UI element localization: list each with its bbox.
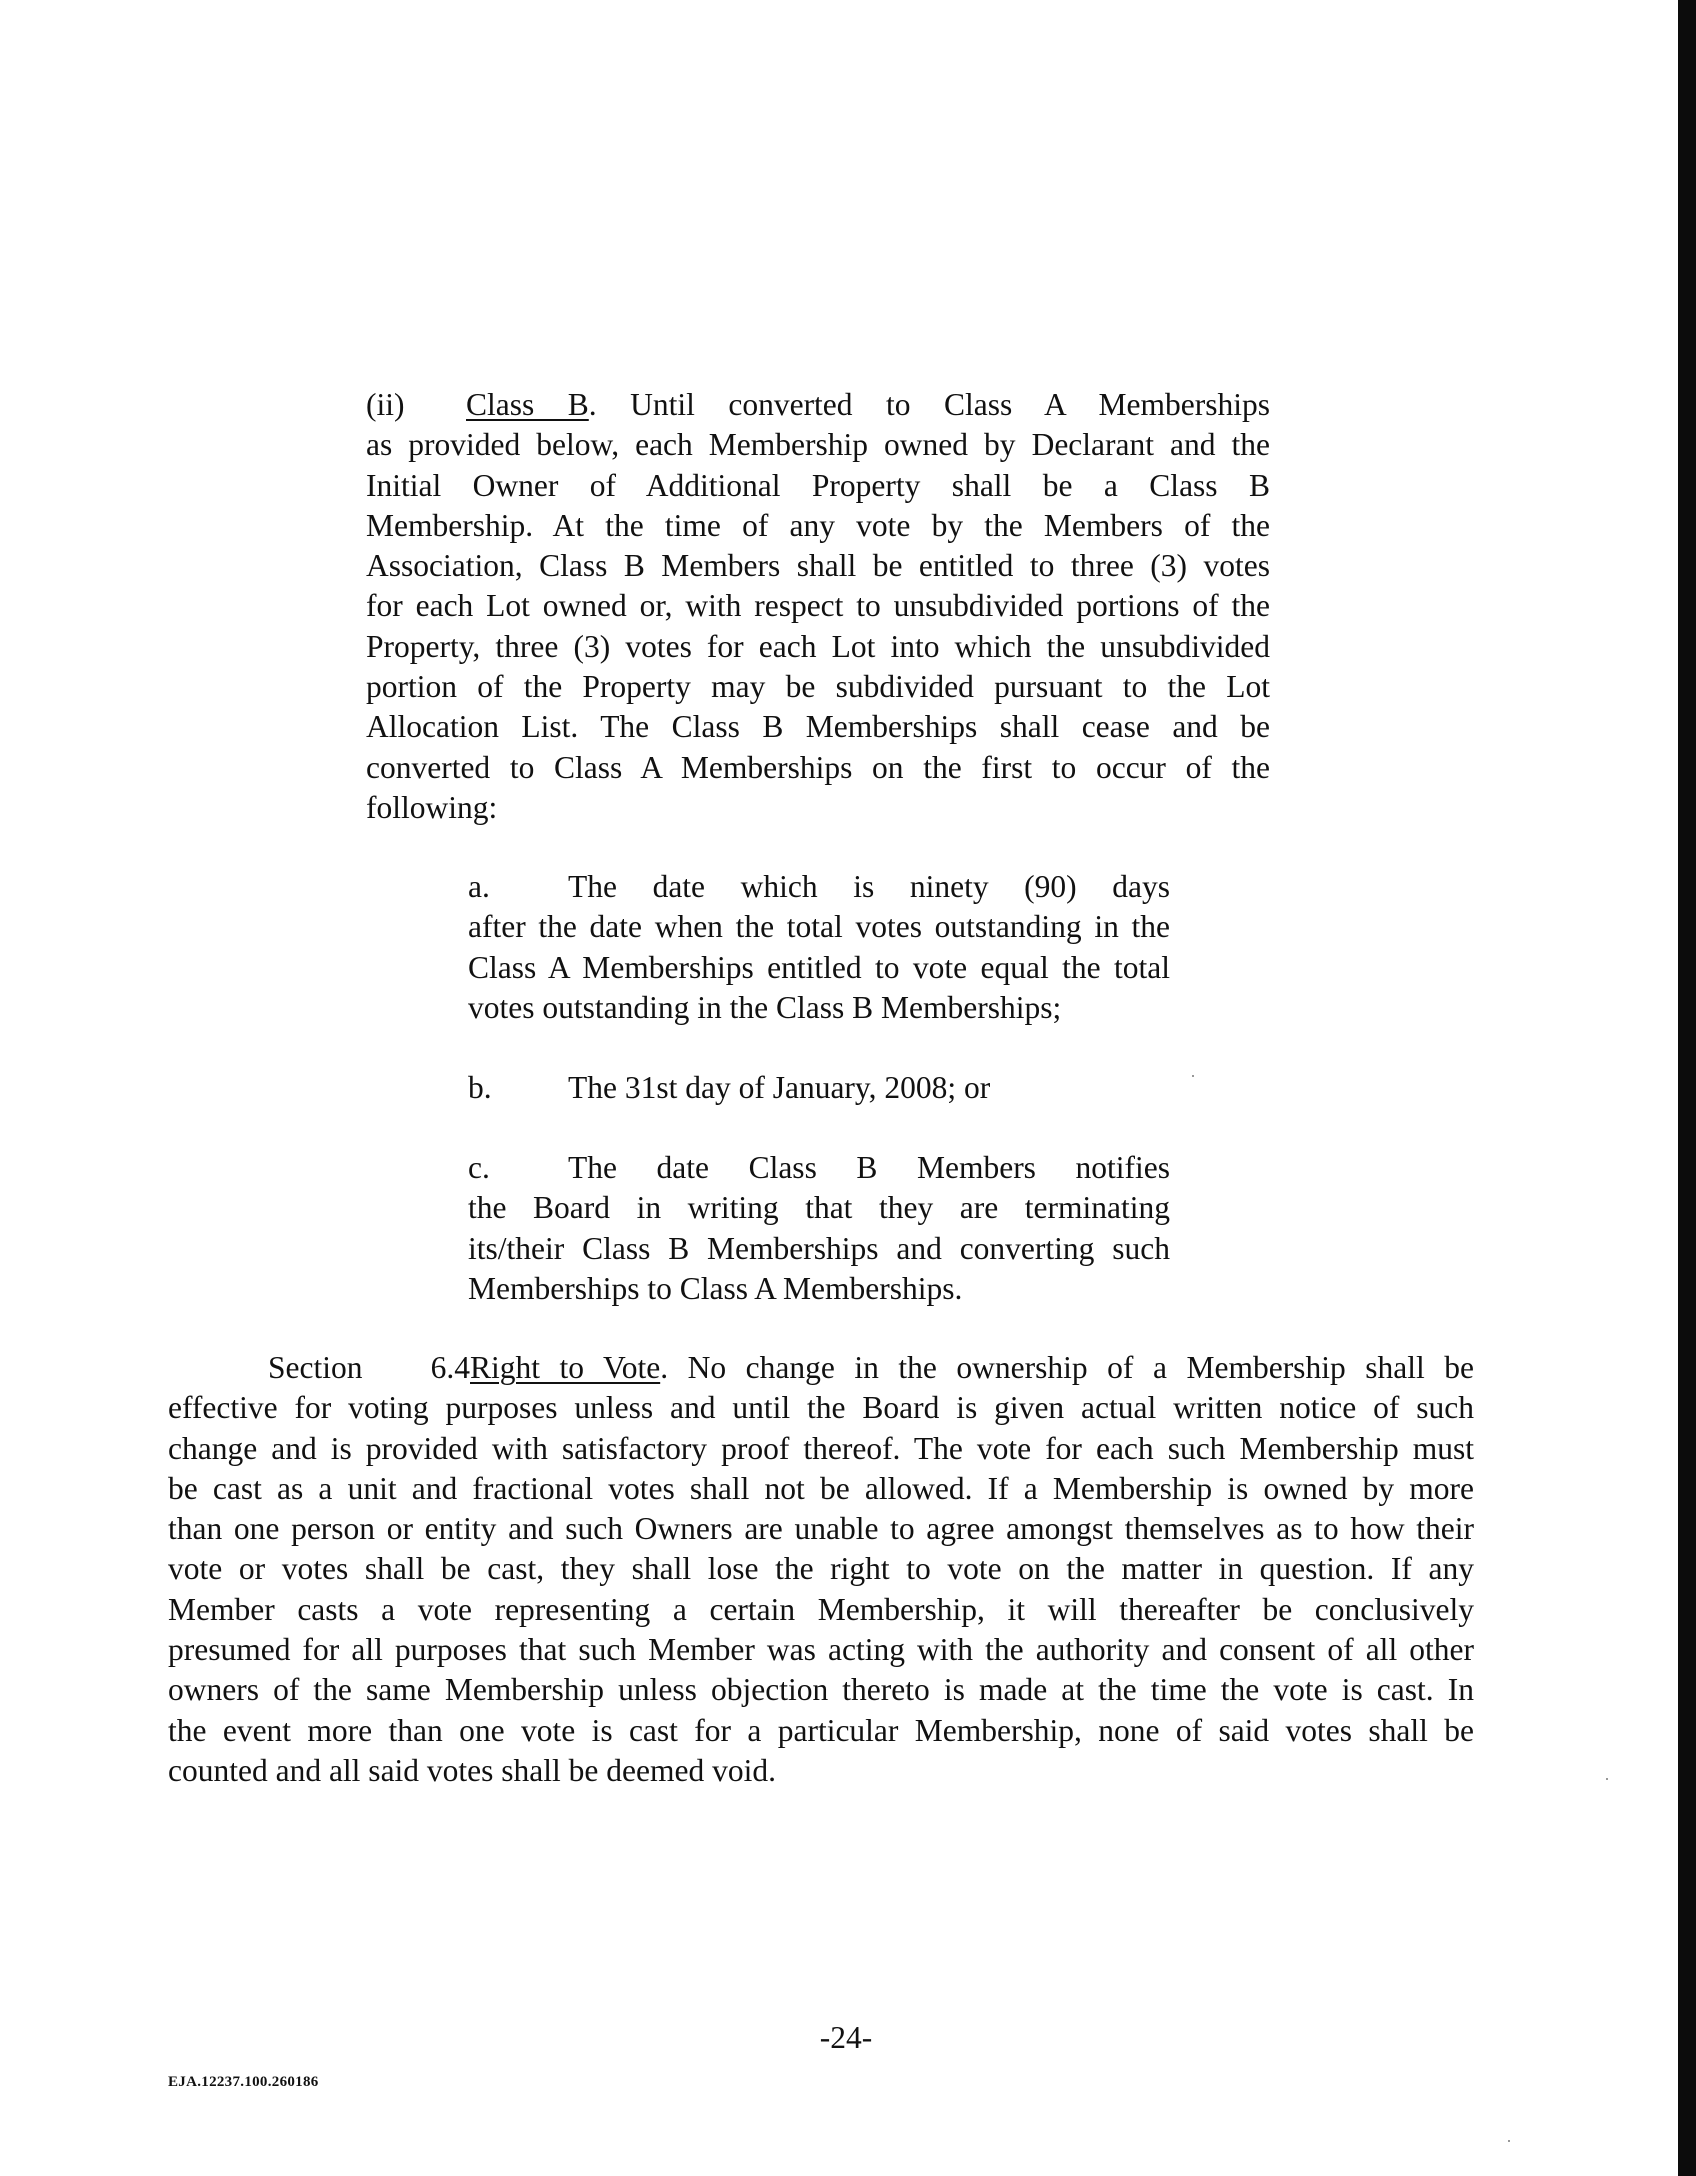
- section-line: than one person or entity and such Owners are unable to agree amongst themselves as to how their: [168, 1511, 1474, 1547]
- list-item-letter: b.: [468, 1070, 492, 1105]
- section-line: vote or votes shall be cast, they shall lose the right to vote on the matter in question. If any: [168, 1551, 1474, 1587]
- section-line: owners of the same Membership unless objection thereto is made at the time the vote is cast. In: [168, 1672, 1474, 1708]
- scan-speck: [1508, 2140, 1510, 2142]
- section-line: counted and all said votes shall be deemed void.: [168, 1752, 776, 1788]
- paragraph-line: Property, three (3) votes for each Lot into which the unsubdivided: [366, 628, 1270, 664]
- section-line: the event more than one vote is cast for a particular Membership, none of said votes shall be: [168, 1712, 1474, 1748]
- scan-speck: [1192, 1075, 1194, 1077]
- paragraph-line: Allocation List. The Class B Memberships shall cease and be: [366, 709, 1270, 745]
- paragraph-first-line: (ii) Class B. Until converted to Class A Memberships: [366, 385, 1270, 425]
- subsection-number: (ii): [366, 387, 405, 422]
- list-item-letter: a.: [468, 869, 490, 904]
- list-item-line: its/their Class B Memberships and converting such: [468, 1230, 1170, 1266]
- list-item-line: Memberships to Class A Memberships.: [468, 1270, 963, 1306]
- list-item-a: [468, 867, 1170, 1028]
- section-line: change and is provided with satisfactory proof thereof. The vote for each such Membership must: [168, 1430, 1474, 1466]
- class-b-paragraph: [366, 385, 1270, 828]
- list-item-line: after the date when the total votes outstanding in the: [468, 909, 1170, 945]
- paragraph-line: following:: [366, 789, 498, 825]
- list-item-line: votes outstanding in the Class B Memberships;: [468, 989, 1062, 1025]
- subsection-heading: Class B: [466, 387, 589, 422]
- paragraph-line: Membership. At the time of any vote by the Members of the: [366, 507, 1270, 543]
- section-number: Section 6.4: [268, 1350, 470, 1385]
- paragraph-line: Initial Owner of Additional Property shall be a Class B: [366, 467, 1270, 503]
- paragraph-line: converted to Class A Memberships on the first to occur of the: [366, 749, 1270, 785]
- paragraph-line: Association, Class B Members shall be entitled to three (3) votes: [366, 548, 1270, 584]
- page-number: -24-: [819, 2020, 873, 2055]
- list-item-line: Class A Memberships entitled to vote equal the total: [468, 949, 1170, 985]
- paragraph-line: portion of the Property may be subdivided pursuant to the Lot: [366, 669, 1270, 705]
- list-item-letter: c.: [468, 1150, 490, 1185]
- scan-page-edge: [1678, 0, 1696, 2176]
- section-first-line: Section 6.4Right to Vote. No change in the ownership of a Membership shall be: [168, 1348, 1474, 1388]
- section-line: presumed for all purposes that such Member was acting with the authority and consent of all other: [168, 1632, 1474, 1668]
- list-item-line: the Board in writing that they are terminating: [468, 1190, 1170, 1226]
- section-line: be cast as a unit and fractional votes shall not be allowed. If a Membership is owned by more: [168, 1470, 1474, 1506]
- scan-speck: [1606, 1778, 1608, 1780]
- section-heading: Right to Vote: [470, 1350, 661, 1385]
- list-item-first-line: a. The date which is ninety (90) days: [468, 867, 1170, 907]
- list-item-b: [468, 1068, 1170, 1108]
- section-6-4-paragraph: [168, 1348, 1474, 1791]
- document-code: EJA.12237.100.260186: [168, 2074, 319, 2090]
- section-line: Member casts a vote representing a certain Membership, it will thereafter be conclusively: [168, 1591, 1474, 1627]
- list-item-c: [468, 1148, 1170, 1309]
- list-item-first-line: c. The date Class B Members notifies: [468, 1148, 1170, 1188]
- section-line: effective for voting purposes unless and until the Board is given actual written notice of such: [168, 1390, 1474, 1426]
- paragraph-line: as provided below, each Membership owned by Declarant and the: [366, 427, 1270, 463]
- list-item-first-line: b. The 31st day of January, 2008; or: [468, 1068, 1170, 1108]
- paragraph-line: for each Lot owned or, with respect to unsubdivided portions of the: [366, 588, 1270, 624]
